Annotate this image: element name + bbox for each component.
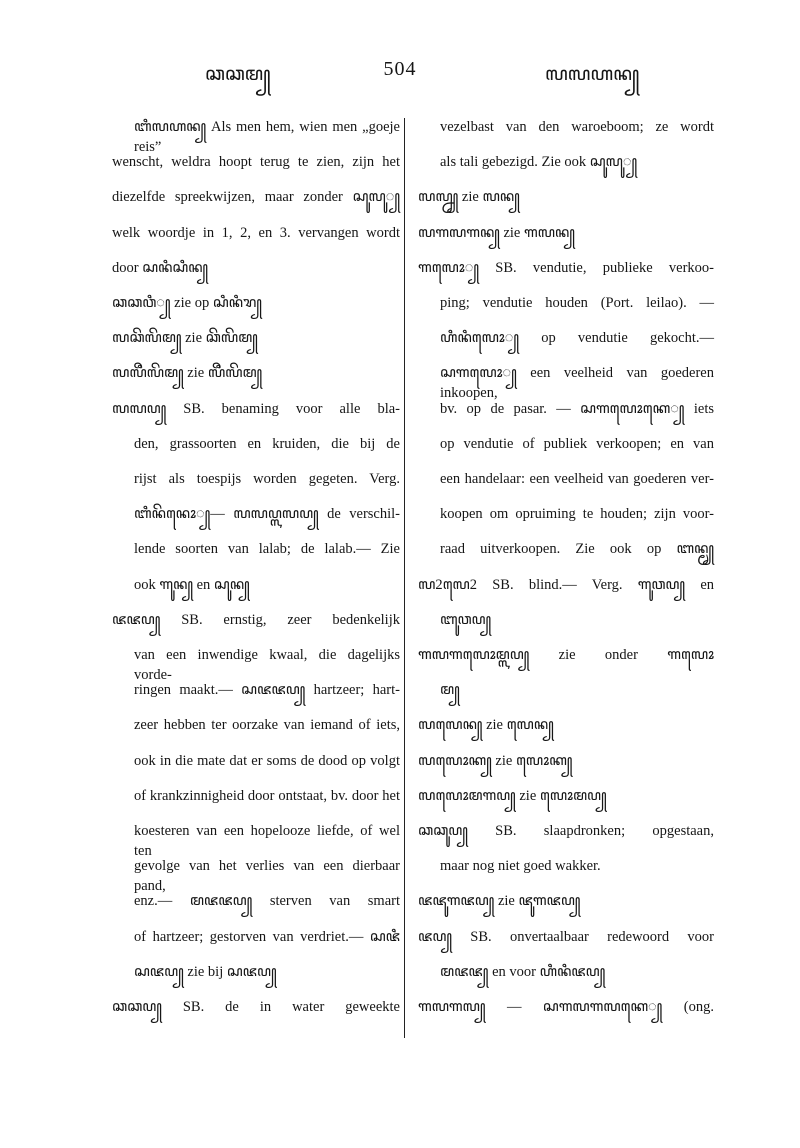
entry-line: ook in die mate dat er soms de dood op volgt	[134, 752, 400, 769]
entry-line: ꦱꦒꦭꦺꦴ꧀ een veelheid van goederen inkoopen,	[440, 365, 714, 402]
entry-line: ꦧꦸꦮꦥ꧀	[440, 611, 492, 628]
entry-line: ꦗꦗꦸꦒꦗꦥ꧀ zie ꦗꦸꦒꦗꦥ꧀	[418, 893, 581, 910]
entry-line: wenscht, weldra hoopt terug te zien, zijn het	[112, 154, 400, 171]
entry-line: als tali gebezigd. Zie ook ꦱꦸꦭꦸ꧀	[440, 154, 638, 171]
entry-line: enz.— ꦩꦗꦗꦥ꧀ sterven van smart	[134, 893, 400, 910]
entry-line: ꦭꦭꦥ꧀ SB. benaming voor alle bla-	[112, 400, 400, 417]
entry-line: ꦧꦶꦤꦼꦤꦺꦴ꧀— ꦭꦭꦥ꧀ꦭꦭꦥ꧀ de verschil-	[134, 506, 400, 523]
entry-line: lende soorten van lalab; de lalab.— Zie	[134, 541, 400, 558]
entry-line: ping; vendutie houden (Port. leilao). —	[440, 295, 714, 311]
entry-line: ꦩ꧀	[440, 682, 460, 699]
entry-line: ꦧꦶꦭꦲꦤ꧀ Als men hem, wien men „goeje reis”	[134, 119, 400, 155]
entry-line: een handelaar: een veelheid van goederen ver-	[440, 471, 714, 487]
entry-line: maar nog niet goed wakker.	[440, 858, 601, 875]
page-number: 504	[383, 58, 417, 80]
entry-line: ꦭꦭꦺꦴꦩꦒꦥ꧀ zie ꦭꦺꦴꦩꦥ꧀	[418, 787, 607, 804]
entry-line: ꦒꦭꦺꦴ꧀ SB. vendutie, publieke verkoo-	[418, 259, 714, 276]
entry-line: ꦒꦭꦒꦭ꧀ — ꦱꦒꦭꦒꦭꦏꦺ꧀ (ong.	[418, 999, 714, 1015]
running-head-right: ꦭꦭꦲꦤ꧀	[545, 64, 640, 85]
entry-line: ꦒꦭꦒꦭꦺꦴꦩ꧀ꦭꦥ꧀ zie onder ꦒꦭꦺꦴ	[418, 647, 714, 663]
entry-line: koesteren van een hopelooze liefde, of wel ten	[134, 823, 400, 859]
entry-line: ꦭꦒꦭꦒꦤ꧀ zie ꦒꦭꦤ꧀	[418, 224, 575, 241]
entry-line: rijst als toespijs worden gegeten. Verg.	[134, 471, 400, 487]
entry-line: door ꦱꦤꦶꦱꦶꦤ꧀	[112, 259, 209, 276]
entry-line: ꦭ2ꦭꦺ2 SB. blind.— Verg. ꦒꦸꦮꦥ꧀ en	[418, 576, 714, 593]
entry-line: ꦭꦭꦺꦤ꧀ zie ꦭꦺꦤ꧀	[418, 717, 554, 734]
entry-line: van een inwendige kwaal, die dagelijks vorde-	[134, 647, 400, 683]
entry-line: ꦕꦕꦮꦶ꧀ zie op ꦱꦶꦤꦶꦫ꧀	[112, 295, 262, 311]
entry-line: of hartzeer; gestorven van verdriet.— ꦱꦗꦶ	[134, 928, 400, 945]
entry-line: op vendutie of publiek verkoopen; en van	[440, 435, 714, 452]
entry-line: welk woordje in 1, 2, en 3. vervangen wordt	[112, 224, 400, 241]
entry-line: ꦩꦗꦗ꧀ en voor ꦲꦶꦤꦶꦗꦥ꧀	[440, 963, 606, 980]
entry-line: ꦭꦕꦼꦭꦼꦩ꧀ zie ꦕꦼꦭꦼꦩ꧀	[112, 330, 258, 347]
entry-line: ꦭꦭꦶꦼꦭꦼꦩ꧀ zie ꦭꦶꦼꦭꦼꦩ꧀	[112, 365, 263, 382]
running-head-left: ꦕꦕꦩ꧀	[205, 64, 271, 85]
entry-line: ook ꦒꦸꦤ꧀ en ꦱꦸꦤ꧀	[134, 576, 250, 593]
entry-line: vezelbast van den waroeboom; ze wordt	[440, 119, 714, 135]
entry-line: of krankzinnigheid door ontstaat, bv. door het	[134, 787, 400, 804]
entry-line: ꦱꦗꦥ꧀ zie bij ꦱꦗꦥ꧀	[134, 963, 277, 980]
entry-line: raad uitverkoopen. Zie ook op ꦧꦤ꧀ꦩ꧀	[440, 541, 714, 558]
entry-line: ꦕꦕꦥ꧀ SB. de in water geweekte	[112, 999, 400, 1015]
entry-line: ringen maakt.— ꦱꦗꦗꦥ꧀ hartzeer; hart-	[134, 682, 400, 699]
entry-line: ꦭꦭꦺꦴꦏ꧀ zie ꦭꦺꦴꦏ꧀	[418, 752, 573, 769]
entry-line: gevolge van het verlies van een dierbaar pand,	[134, 858, 400, 895]
entry-line: ꦭꦭ꧀ꦤ꧀ zie ꦭꦤ꧀	[418, 189, 520, 206]
entry-line: den, grassoorten en kruiden, die bij de	[134, 435, 400, 452]
entry-line: ꦗꦗꦥ꧀ SB. ernstig, zeer bedenkelijk	[112, 611, 400, 628]
entry-line: zeer hebben ter oorzake van iemand of iets,	[134, 717, 400, 734]
entry-line: bv. op de pasar. — ꦱꦒꦭꦺꦴꦏꦺ꧀ iets	[440, 400, 714, 417]
entry-line: koopen om opruiming te houden; zijn voor-	[440, 506, 714, 523]
entry-line: diezelfde spreekwijzen, maar zonder ꦱꦸꦭꦸ꧀	[112, 189, 400, 206]
entry-line: ꦕꦕꦸꦥ꧀ SB. slaapdronken; opgestaan,	[418, 823, 714, 839]
entry-line: ꦲꦶꦤꦶꦭꦺꦴ꧀ op vendutie gekocht.—	[440, 330, 714, 347]
column-divider	[404, 118, 405, 1038]
entry-line: ꦗꦥ꧀ SB. onvertaalbaar redewoord voor	[418, 928, 714, 945]
